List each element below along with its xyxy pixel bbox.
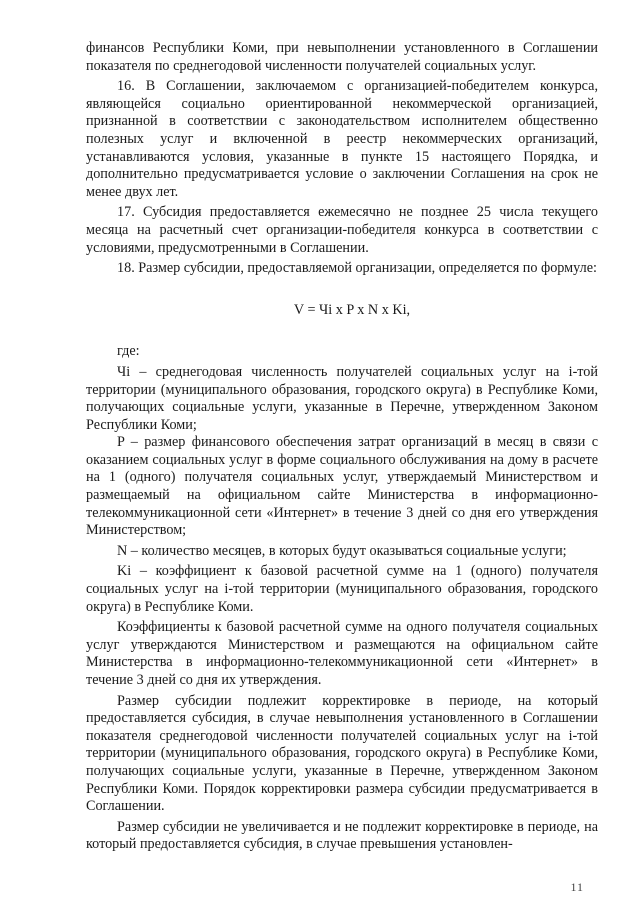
formula: V = Чi x P x N x Ki,	[293, 301, 411, 318]
paragraph-coefficients: Коэффициенты к базовой расчетной сумме на одного получателя социальных услуг утверждаются Министерством и размещаются на официальном сайте Министерства в информационно-телекоммуникационной сети «Интернет» в течение 3 дней со дня их утверждения.	[86, 619, 598, 688]
paragraph-16: 16. В Соглашении, заключаемом с организацией-победителем конкурса, являющейся социально ориентированной некоммерческой организацией, признанной в соответствии с законодательством исполнителем общественно полезных услуг и включенной в реестр некоммерческих организаций, устанавливаются условия, указанные в пункте 15 настоящего Порядка, и дополнительно предусматривается условие о заключении Соглашения на срок не менее двух лет.	[86, 78, 598, 200]
paragraph-continuation: финансов Республики Коми, при невыполнении установленного в Соглашении показателя по среднегодовой численности получателей социальных услуг.	[86, 40, 598, 74]
definition-ki: Ki – коэффициент к базовой расчетной сумме на 1 (одного) получателя социальных услуг на i-той территории (муниципального образования, городского округа) в Республике Коми.	[86, 563, 598, 615]
paragraph-no-increase: Размер субсидии не увеличивается и не подлежит корректировке в периоде, на который предоставляется субсидия, в случае превышения установлен-	[86, 818, 598, 853]
definition-chi: Чi – среднегодовая численность получателей социальных услуг на i-той территории (муниципального образования, городского округа) в Республике Коми, получающих социальные услуги, указанные в Перечне, утвержденном Законом Республики Коми;	[86, 363, 598, 433]
where-label: где:	[117, 343, 140, 360]
definition-p: P – размер финансового обеспечения затрат организаций в месяц в связи с оказанием социальных услуг в форме социального обслуживания на дому в расчете на 1 (одного) получателя социальных услуг, утверждаемый Министерством и размещаемый на официальном сайте Министерства в информационно-телекоммуникационной сети «Интернет» в течение 3 дней со дня его утверждения Министерством;	[86, 434, 598, 539]
page-number: 11	[570, 880, 584, 894]
paragraph-17: 17. Субсидия предоставляется ежемесячно не позднее 25 числа текущего месяца на расчетный счет организации-победителя конкурса в соответствии с условиями, предусмотренными в Соглашении.	[86, 204, 598, 256]
paragraph-18: 18. Размер субсидии, предоставляемой организации, определяется по формуле:	[117, 260, 597, 277]
document-body	[86, 40, 598, 854]
paragraph-correction: Размер субсидии подлежит корректировке в периоде, на который предоставляется субсидия, в случае невыполнения установленного в Соглашении показателя среднегодовой численности получателей социальных услуг на i-той территории (муниципального образования, городского округа) в Республике Коми, получающих социальные услуги, указанные в Перечне, утвержденном Законом Республики Коми. Порядок корректировки размера субсидии предусматривается в Соглашении.	[86, 692, 598, 815]
definition-n: N – количество месяцев, в которых будут оказываться социальные услуги;	[117, 542, 567, 559]
